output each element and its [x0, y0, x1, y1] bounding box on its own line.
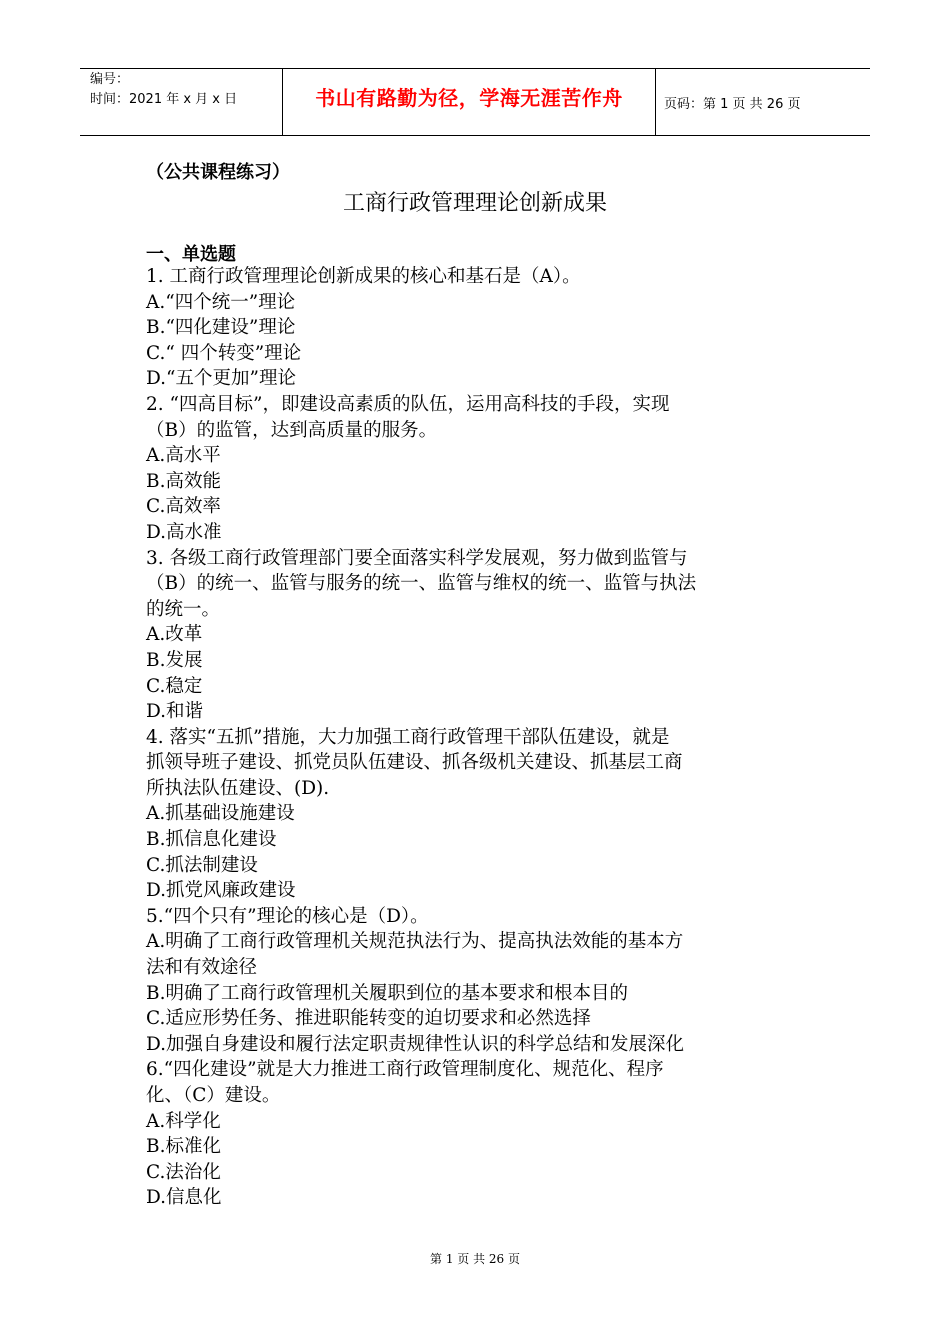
- text-line: B.抓信息化建设: [146, 829, 277, 851]
- header-page-info: 页码：第 1 页 共 26 页: [664, 97, 801, 112]
- time-label: 时间：2021 年 x 月 x 日: [90, 92, 238, 107]
- text-line: 的统一。: [146, 598, 221, 620]
- text-line: A.明确了工商行政管理机关规范执法行为、提高执法效能的基本方: [146, 931, 684, 953]
- text-line: A.高水平: [146, 445, 221, 467]
- text-line: D.抓党风廉政建设: [146, 880, 296, 902]
- text-line: C.法治化: [146, 1161, 221, 1183]
- text-line: D.高水准: [146, 521, 222, 543]
- text-line: 5.“四个只有”理论的核心是（D）。: [146, 905, 429, 927]
- text-line: 所执法队伍建设、(D).: [146, 777, 330, 799]
- text-line: B.明确了工商行政管理机关履职到位的基本要求和根本目的: [146, 982, 628, 1004]
- question-list: [146, 264, 816, 1211]
- text-line: C.“ 四个转变”理论: [146, 342, 302, 364]
- text-line: A.“四个统一”理论: [146, 291, 296, 313]
- text-line: D.加强自身建设和履行法定职责规律性认识的科学总结和发展深化: [146, 1033, 685, 1055]
- text-line: 2. “四高目标”，即建设高素质的队伍，运用高科技的手段，实现: [146, 393, 670, 415]
- header-info: [90, 70, 237, 110]
- text-line: （B）的监管，达到高质量的服务。: [146, 419, 438, 441]
- document-title: 工商行政管理理论创新成果: [342, 191, 607, 216]
- text-line: B.发展: [146, 649, 203, 671]
- course-tag: （公共课程练习）: [146, 162, 290, 183]
- header-divider-right: [655, 68, 656, 136]
- number-label: 编号：: [90, 72, 130, 87]
- text-line: A.改革: [146, 624, 203, 646]
- text-line: D.和谐: [146, 701, 204, 723]
- header-top-rule: [80, 68, 870, 69]
- text-line: C.高效率: [146, 496, 221, 518]
- text-line: B.“四化建设”理论: [146, 317, 296, 339]
- text-line: A.科学化: [146, 1110, 221, 1132]
- text-line: 3. 各级工商行政管理部门要全面落实科学发展观，努力做到监管与: [146, 547, 688, 569]
- text-line: 1. 工商行政管理理论创新成果的核心和基石是（A）。: [146, 266, 581, 287]
- text-line: C.适应形势任务、推进职能转变的迫切要求和必然选择: [146, 1008, 591, 1030]
- header-divider-left: [282, 68, 283, 136]
- text-line: 法和有效途径: [146, 957, 258, 979]
- section-heading: 一、单选题: [146, 244, 236, 265]
- header-bottom-rule: [80, 135, 870, 136]
- text-line: B.高效能: [146, 470, 221, 492]
- text-line: 化、（C）建设。: [146, 1085, 281, 1106]
- text-line: A.抓基础设施建设: [146, 803, 295, 825]
- text-line: 抓领导班子建设、抓党员队伍建设、抓各级机关建设、抓基层工商: [146, 752, 683, 774]
- header-motto: 书山有路勤为径，学海无涯苦作舟: [315, 86, 623, 110]
- page-footer: 第 1 页 共 26 页: [430, 1252, 520, 1266]
- text-line: C.抓法制建设: [146, 854, 258, 876]
- text-line: 6.“四化建设”就是大力推进工商行政管理制度化、规范化、程序: [146, 1059, 664, 1081]
- text-line: D.“五个更加”理论: [146, 368, 296, 390]
- text-line: D.信息化: [146, 1187, 222, 1209]
- text-line: （B）的统一、监管与服务的统一、监管与维权的统一、监管与执法: [146, 573, 697, 595]
- text-line: C.稳定: [146, 675, 203, 697]
- text-line: 4. 落实“五抓”措施，大力加强工商行政管理干部队伍建设，就是: [146, 726, 670, 748]
- text-line: B.标准化: [146, 1136, 221, 1158]
